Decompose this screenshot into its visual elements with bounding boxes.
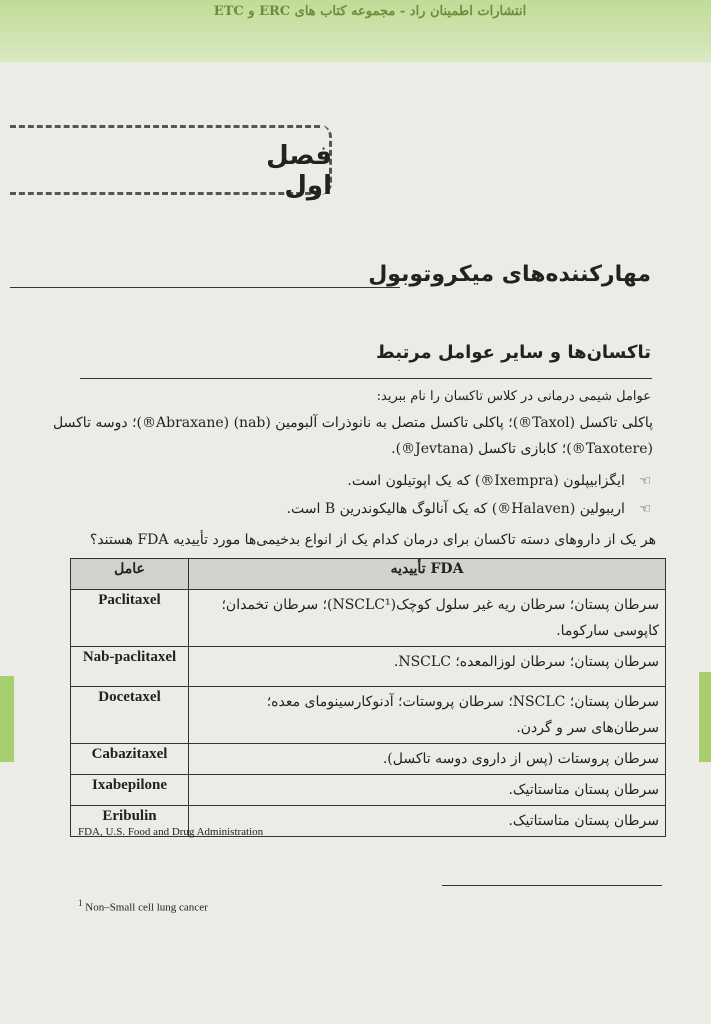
- approval-cell: سرطان پستان؛ NSCLC؛ سرطان پروستات؛ آدنوکارسینومای معده؛ سرطان‌های سر و گردن.: [189, 687, 666, 744]
- section-title: مهارکننده‌های میکروتوبول: [368, 262, 651, 287]
- agent-cell: Paclitaxel: [71, 590, 189, 647]
- footnote-mark: 1: [78, 898, 83, 908]
- agent-cell: Eribulin: [71, 806, 189, 837]
- section-rule: [10, 287, 400, 288]
- side-tab-left: [0, 676, 14, 762]
- table-row: [71, 647, 666, 687]
- approval-cell: سرطان پستان متاستاتیک.: [189, 775, 666, 806]
- table-row: [71, 590, 666, 647]
- chapter-title: فصل اول: [266, 141, 332, 201]
- bullet-ixabepilone: [347, 470, 651, 493]
- fda-abbreviation-note: FDA, U.S. Food and Drug Administration: [78, 826, 264, 838]
- agent-cell: Nab-paclitaxel: [71, 647, 189, 687]
- footnote: [78, 898, 208, 914]
- pointing-hand-icon: ☜: [639, 474, 651, 489]
- header-agent: عامل: [71, 559, 189, 590]
- subsection-title: تاکسان‌ها و سایر عوامل مرتبط: [375, 342, 651, 363]
- table-row: [71, 687, 666, 744]
- bullet-text: اریبولین (Halaven®) که یک آنالوگ هالیکوندرین B است.: [286, 501, 625, 517]
- approval-cell: سرطان پستان متاستاتیک.: [189, 806, 666, 837]
- bullet-text: ایگزابیپلون (Ixempra®) که یک اپوتیلون است.: [347, 473, 625, 489]
- agent-cell: Cabazitaxel: [71, 744, 189, 775]
- header-approval: تأییدیه FDA: [189, 559, 666, 590]
- intro-question: عوامل شیمی درمانی در کلاس تاکسان را نام ببرید:: [376, 389, 651, 404]
- bullet-eribulin: [287, 498, 651, 521]
- intro-line-3: (Taxotere®)؛ کابازی تاکسل (Jevtana®).: [391, 441, 653, 457]
- dashed-border-top: [10, 125, 320, 128]
- pointing-hand-icon: ☜: [639, 502, 651, 517]
- running-header: انتشارات اطمینان راد - مجموعه کتاب های ERC و ETC: [213, 4, 527, 19]
- intro-line-2: پاکلی تاکسل (Taxol®)؛ پاکلی تاکسل متصل به نانوذرات آلبومین (nab) (Abraxane®)؛ دوسه تاکسل: [53, 415, 653, 431]
- footnote-text: Non–Small cell lung cancer: [85, 901, 208, 914]
- subsection-rule: [80, 378, 652, 379]
- footnote-rule: [442, 885, 662, 886]
- agent-cell: Docetaxel: [71, 687, 189, 744]
- table-row: [71, 744, 666, 775]
- approval-cell: سرطان پروستات (پس از داروی دوسه تاکسل).: [189, 744, 666, 775]
- fda-approval-table: [70, 558, 666, 837]
- table-row: [71, 775, 666, 806]
- side-tab-right: [699, 672, 711, 762]
- table-header-row: [71, 559, 666, 590]
- table-question: هر یک از داروهای دسته تاکسان برای درمان کدام یک از انواع بدخیمی‌ها مورد تأییدیه FDA هستند؟: [89, 532, 656, 548]
- approval-cell: سرطان پستان؛ سرطان ریه غیر سلول کوچک(NSCLC¹)؛ سرطان تخمدان؛ کاپوسی سارکوما.: [189, 590, 666, 647]
- approval-cell: سرطان پستان؛ سرطان لوزالمعده؛ NSCLC.: [189, 647, 666, 687]
- agent-cell: Ixabepilone: [71, 775, 189, 806]
- chapter-box: [10, 125, 332, 201]
